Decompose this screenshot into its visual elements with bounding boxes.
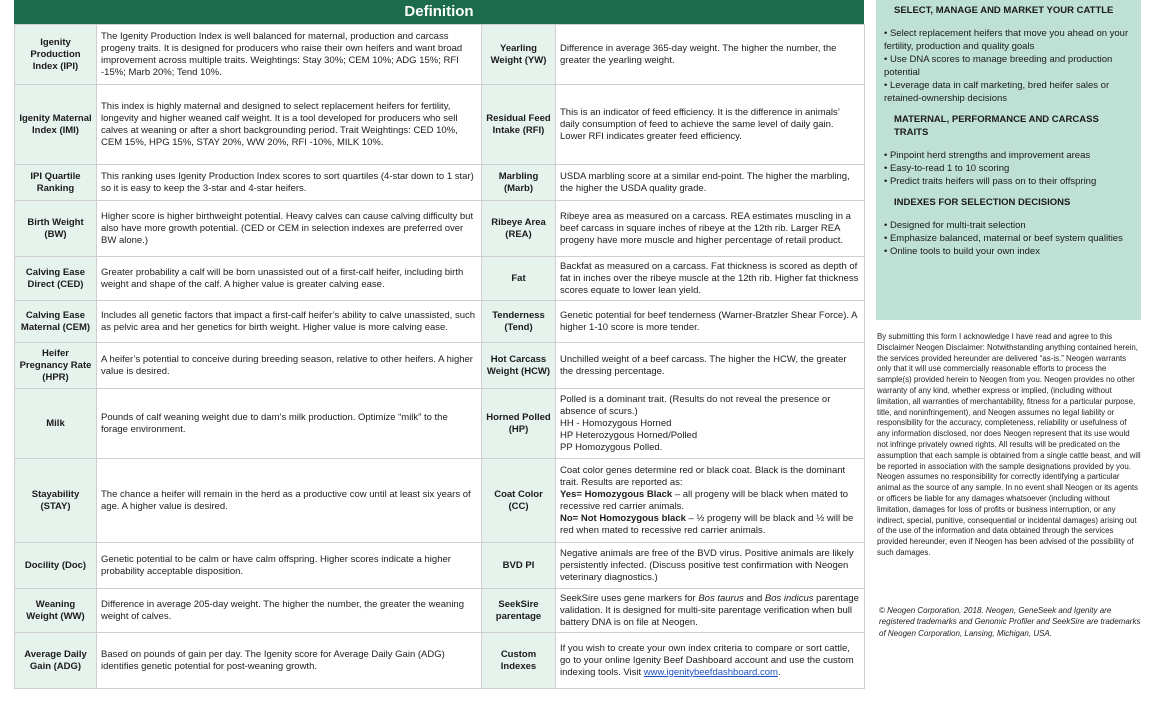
dashboard-link[interactable]: www.igenitybeefdashboard.com [643,666,778,678]
seeksire-text: SeekSire uses gene markers for [560,592,699,604]
definition-cell: Based on pounds of gain per day. The Igenity score for Average Daily Gain (ADG) identifies genetic potential for post-weaning growth. [97,633,482,689]
list-item: • Use DNA scores to manage breeding and production potential [884,54,1113,78]
term-cell: SeekSire parentage [482,589,556,633]
definition-cell: This ranking uses Igenity Production Index scores to sort quartiles (4-star down to 1 star) so it is easy to keep the 3-star and 4-star heifers. [97,165,482,201]
horned-polled-line: HP Heterozygous Horned/Polled [560,429,698,441]
table-row [15,85,865,165]
term-cell: Calving Ease Maternal (CEM) [15,301,97,343]
term-cell: Fat [482,257,556,301]
term-cell: Tenderness (Tend) [482,301,556,343]
definition-cell: USDA marbling score at a similar end-point. The higher the marbling, the higher the USDA quality grade. [556,165,865,201]
table-row [15,589,865,633]
definition-cell: Includes all genetic factors that impact a first-calf heifer’s ability to calve unassisted, such as pelvic area and her genetics for birth weight. Higher value is more calving ease. [97,301,482,343]
seeksire-text: and [743,592,765,604]
table-row [15,543,865,589]
term-cell: Yearling Weight (YW) [482,25,556,85]
horned-polled-line: PP Homozygous Polled. [560,441,663,453]
definition-cell: Unchilled weight of a beef carcass. The higher the HCW, the greater the dressing percentage. [556,343,865,389]
feature-list [884,149,1131,188]
feature-list [884,27,1131,105]
term-cell: Marbling (Marb) [482,165,556,201]
term-cell: Birth Weight (BW) [15,201,97,257]
seeksire-taurus: Bos taurus [698,592,744,604]
definition-cell [556,633,865,689]
definition-cell: Difference in average 205-day weight. The higher the number, the greater the weaning weight of calves. [97,589,482,633]
definition-cell: This is an indicator of feed efficiency. It is the difference in animals’ daily consumption of feed to achieve the same level of daily gain. Lower RFI indicates greater feed efficiency. [556,85,865,165]
list-item: • Pinpoint herd strengths and improvement areas [884,150,1091,161]
term-cell: Hot Carcass Weight (HCW) [482,343,556,389]
list-item: • Leverage data in calf marketing, bred heifer sales or retained-ownership decisions [884,80,1110,104]
list-item: • Easy-to-read 1 to 10 scoring [884,163,1010,174]
list-item: • Select replacement heifers that move you ahead on your fertility, production and quality goals [884,28,1129,52]
definition-cell: Higher score is higher birthweight potential. Heavy calves can cause calving difficulty but also have more growth potential. (CED or CEM in selection indexes are preferred over BW alone.) [97,201,482,257]
seeksire-text: parentage validation. It is designed for multi-site parentage verification when bull battery DNA is on file at Neogen. [560,592,859,628]
features-box [876,0,1141,320]
table-row [15,343,865,389]
term-cell: Igenity Maternal Index (IMI) [15,85,97,165]
list-item: • Designed for multi-trait selection [884,220,1026,231]
table-row [15,257,865,301]
definition-table [14,24,865,689]
coat-color-yes-text: – all progeny will be black when mated to recessive red carrier animals. [560,488,849,512]
list-item: • Online tools to build your own index [884,246,1040,257]
table-row [15,633,865,689]
seeksire-indicus: Bos indicus [764,592,814,604]
definition-cell: Backfat as measured on a carcass. Fat thickness is scored as depth of fat in inches over the ribeye muscle at the 12th rib. Higher fat thickness scores equate to lower lean yield. [556,257,865,301]
table-row [15,301,865,343]
definition-cell: Genetic potential to be calm or have calm offspring. Higher scores indicate a higher probability acceptable disposition. [97,543,482,589]
copyright-text: © Neogen Corporation, 2018. Neogen, GeneSeek and Igenity are registered trademarks and Genomic Profiler and SeekSire are trademarks of Neogen Corporation, Lansing, Michigan, USA. [879,605,1141,638]
coat-color-intro: Coat color genes determine red or black coat. Black is the dominant trait. Results are reported as: [560,464,846,488]
definition-cell [556,389,865,459]
table-row [15,165,865,201]
term-cell: IPI Quartile Ranking [15,165,97,201]
coat-color-no-label: No= Not Homozygous black [560,512,686,524]
term-cell: Residual Feed Intake (RFI) [482,85,556,165]
definition-cell: Negative animals are free of the BVD virus. Positive animals are likely persistently infected. (Discuss positive test confirmation with Neogen veterinary diagnostics.) [556,543,865,589]
term-cell: BVD PI [482,543,556,589]
definition-panel [14,0,864,704]
definition-cell: The chance a heifer will remain in the herd as a productive cow until at least six years of age. A higher value is desired. [97,459,482,543]
definition-cell: Genetic potential for beef tenderness (Warner-Bratzler Shear Force). A higher 1-10 score is more tender. [556,301,865,343]
term-cell: Coat Color (CC) [482,459,556,543]
list-item: • Emphasize balanced, maternal or beef system qualities [884,233,1123,244]
term-cell: Stayability (STAY) [15,459,97,543]
definition-cell [556,589,865,633]
table-row [15,389,865,459]
term-cell: Docility (Doc) [15,543,97,589]
list-item: • Predict traits heifers will pass on to their offspring [884,176,1097,187]
coat-color-no-text: – ½ progeny will be black and ½ will be red when mated to recessive red carrier animals. [560,512,854,536]
term-cell: Heifer Pregnancy Rate (HPR) [15,343,97,389]
definition-cell: The Igenity Production Index is well balanced for maternal, production and carcass progeny traits. It is designed for producers who raise their own heifers and want broad improvement across multiple traits. Weightings: Stay 30%; CEM 10%; ADG 15%; RFI -15%; Marb 20%; Tend 10%. [97,25,482,85]
term-cell: Weaning Weight (WW) [15,589,97,633]
definition-cell: Greater probability a calf will be born unassisted out of a first-calf heifer, including birth weight and shape of the calf. A higher value is greater calving ease. [97,257,482,301]
coat-color-no [560,513,860,537]
definition-cell: Ribeye area as measured on a carcass. REA estimates muscling in a beef carcass in square inches of ribeye at the 12th rib. Larger REA progeny have more muscle and higher percentage of retail product. [556,201,865,257]
term-cell: Horned Polled (HP) [482,389,556,459]
term-cell: Milk [15,389,97,459]
term-cell: Average Daily Gain (ADG) [15,633,97,689]
section-heading: SELECT, MANAGE AND MARKET YOUR CATTLE [894,5,1114,16]
table-row [15,201,865,257]
sidebar [876,0,1141,704]
feature-list [884,219,1131,258]
term-cell: Calving Ease Direct (CED) [15,257,97,301]
definition-cell: Pounds of calf weaning weight due to dam’s milk production. Optimize “milk” to the forage environment. [97,389,482,459]
definition-cell: A heifer’s potential to conceive during breeding season, relative to other heifers. A higher value is desired. [97,343,482,389]
term-cell: Custom Indexes [482,633,556,689]
coat-color-yes [560,489,860,513]
custom-index-text: . [777,666,781,678]
term-cell: Ribeye Area (REA) [482,201,556,257]
horned-polled-line: Polled is a dominant trait. (Results do not reveal the presence or absence of scurs.) [560,393,831,417]
table-row [15,459,865,543]
disclaimer-text: By submitting this form I acknowledge I have read and agree to this Disclaimer Neogen Disclaimer: Notwithstanding anything contained herein, the services provided hereunder are delivered “as-is.” Neogen warrants only that it will use commercially reasonable efforts to process the sample(s) provided herein to Neogen from you. Neogen provides no other warranty of any kind, whether express or implied, (including without limitation, all warranties of merchantability, fitness for a particular purpose, title, and noninfringement), and Neogen assumes no legal liability or responsibility for the accuracy, completeness, reliability or usefulness of any information disclosed, nor does Neogen represent that its use would not infringe privately owned rights. All results will be predicated on the assumption that each sample is obtained from a single cattle beast, and will be reported in association with the sample designations provided by you. Neogen assumes no responsibility for correctly identifying a particular animal as the source of any sample. In no event shall Neogen or its agents or officers be liable for any damages whatsoever (including without limitation, damages for loss of profits or business interruption, or any indirect, special, punitive, consequential or incidental damages) arising out of the use of the information and data obtained through the services provided hereunder, even if Neogen has been advised of the possibility of such damages. [877,332,1141,557]
section-heading: INDEXES FOR SELECTION DECISIONS [894,197,1071,208]
definition-header: Definition [14,0,864,24]
definition-cell [556,459,865,543]
term-cell: Igenity Production Index (IPI) [15,25,97,85]
horned-polled-line: HH - Homozygous Horned [560,417,672,429]
table-row [15,25,865,85]
definition-cell: This index is highly maternal and designed to select replacement heifers for fertility, longevity and higher weaned calf weight. It is a tool developed for producers who sell calves at weaning or after a short backgrounding period. Trait Weightings: CED 10%, CEM 15%, HPG 15%, STAY 20%, WW 20%, RFI -10%, MILK 10%. [97,85,482,165]
definition-cell: Difference in average 365-day weight. The higher the number, the greater the yearling weight. [556,25,865,85]
coat-color-yes-label: Yes= Homozygous Black [560,488,673,500]
section-heading: MATERNAL, PERFORMANCE AND CARCASS TRAITS [894,114,1099,138]
custom-index-text: If you wish to create your own index criteria to compare or sort cattle, go to your online Igenity Beef Dashboard account and use the custom indexing tools. Visit [560,642,854,678]
